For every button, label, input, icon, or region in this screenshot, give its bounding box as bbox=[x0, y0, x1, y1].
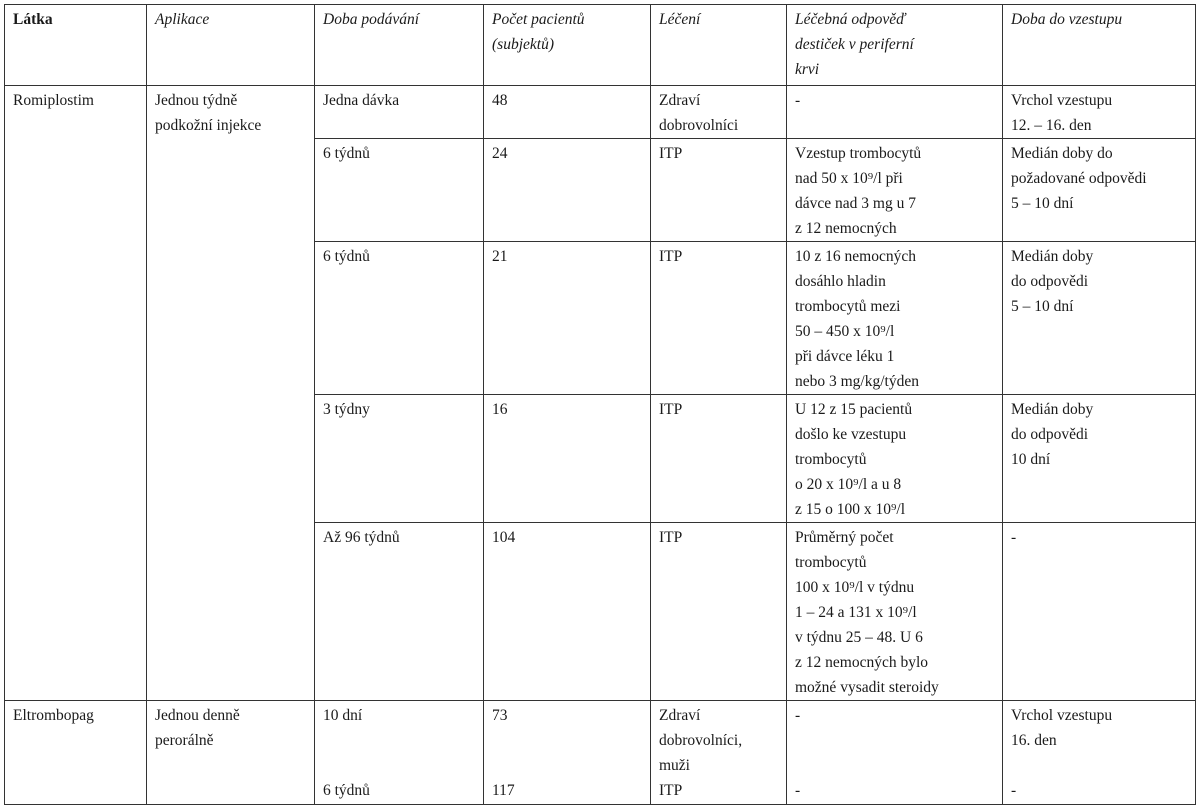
header-row bbox=[5, 5, 1196, 86]
response-cell: 10 z 16 nemocných dosáhlo hladin trombocytů mezi 50 – 450 x 10⁹/l při dávce léku 1 nebo 3 mg/kg/týden bbox=[787, 242, 1003, 395]
treatment-entry: ITP bbox=[659, 782, 683, 799]
time-cell: Medián doby do odpovědi 5 – 10 dní bbox=[1003, 242, 1196, 395]
duration-cell: Jedna dávka bbox=[315, 86, 484, 139]
table-row bbox=[5, 86, 1196, 139]
application-eltrombopag: Jednou denně perorálně bbox=[147, 701, 315, 805]
duration-entry: 6 týdnů bbox=[323, 782, 370, 799]
treatment-cell: ITP bbox=[651, 395, 787, 523]
response-entry: - bbox=[795, 707, 801, 724]
treatment-cell: ITP bbox=[651, 139, 787, 242]
spacer bbox=[492, 728, 642, 753]
duration-cell: 6 týdnů bbox=[315, 242, 484, 395]
table-row bbox=[5, 701, 1196, 805]
spacer bbox=[492, 753, 642, 778]
treatment-cell bbox=[651, 701, 787, 805]
duration-cell: 3 týdny bbox=[315, 395, 484, 523]
time-cell bbox=[1003, 701, 1196, 805]
header-lecebna-odpoved: Léčebná odpověď destiček v periferní krvi bbox=[787, 5, 1003, 86]
response-cell: Průměrný počet trombocytů 100 x 10⁹/l v týdnu 1 – 24 a 131 x 10⁹/l v týdnu 25 – 48. U 6 z 12 nemocných bylo možné vysadit steroidy bbox=[787, 523, 1003, 701]
spacer bbox=[795, 728, 994, 753]
response-cell: - bbox=[787, 86, 1003, 139]
patients-cell: 24 bbox=[484, 139, 651, 242]
treatment-cell: ITP bbox=[651, 242, 787, 395]
duration-cell: 6 týdnů bbox=[315, 139, 484, 242]
spacer bbox=[323, 728, 475, 753]
response-cell: U 12 z 15 pacientů došlo ke vzestupu trombocytů o 20 x 10⁹/l a u 8 z 15 o 100 x 10⁹/l bbox=[787, 395, 1003, 523]
time-cell: Vrchol vzestupu 12. – 16. den bbox=[1003, 86, 1196, 139]
header-latka: Látka bbox=[5, 5, 147, 86]
comparison-table bbox=[4, 4, 1196, 805]
duration-cell: Až 96 týdnů bbox=[315, 523, 484, 701]
time-cell: Medián doby do požadované odpovědi 5 – 10 dní bbox=[1003, 139, 1196, 242]
response-cell bbox=[787, 701, 1003, 805]
patients-entry: 117 bbox=[492, 782, 515, 799]
time-entry: Vrchol vzestupu 16. den bbox=[1011, 707, 1113, 749]
header-aplikace: Aplikace bbox=[147, 5, 315, 86]
header-doba-do-vzestupu: Doba do vzestupu bbox=[1003, 5, 1196, 86]
patients-entry: 73 bbox=[492, 707, 508, 724]
duration-entry: 10 dní bbox=[323, 707, 363, 724]
header-pocet-pacientu: Počet pacientů (subjektů) bbox=[484, 5, 651, 86]
patients-cell: 21 bbox=[484, 242, 651, 395]
drug-name-romiplostim: Romiplostim bbox=[5, 86, 147, 701]
spacer bbox=[1011, 753, 1187, 778]
spacer bbox=[323, 753, 475, 778]
patients-cell bbox=[484, 701, 651, 805]
response-cell: Vzestup trombocytů nad 50 x 10⁹/l při dávce nad 3 mg u 7 z 12 nemocných bbox=[787, 139, 1003, 242]
time-entry: - bbox=[1011, 782, 1017, 799]
treatment-cell: ITP bbox=[651, 523, 787, 701]
time-cell: - bbox=[1003, 523, 1196, 701]
header-doba-podavani: Doba podávání bbox=[315, 5, 484, 86]
header-leceni: Léčení bbox=[651, 5, 787, 86]
response-entry: - bbox=[795, 782, 801, 799]
application-romiplostim: Jednou týdně podkožní injekce bbox=[147, 86, 315, 701]
drug-name-eltrombopag: Eltrombopag bbox=[5, 701, 147, 805]
patients-cell: 104 bbox=[484, 523, 651, 701]
patients-cell: 48 bbox=[484, 86, 651, 139]
treatment-entry: Zdraví dobrovolníci, muži bbox=[659, 707, 743, 774]
patients-cell: 16 bbox=[484, 395, 651, 523]
time-cell: Medián doby do odpovědi 10 dní bbox=[1003, 395, 1196, 523]
spacer bbox=[795, 753, 994, 778]
treatment-cell: Zdraví dobrovolníci bbox=[651, 86, 787, 139]
duration-cell bbox=[315, 701, 484, 805]
